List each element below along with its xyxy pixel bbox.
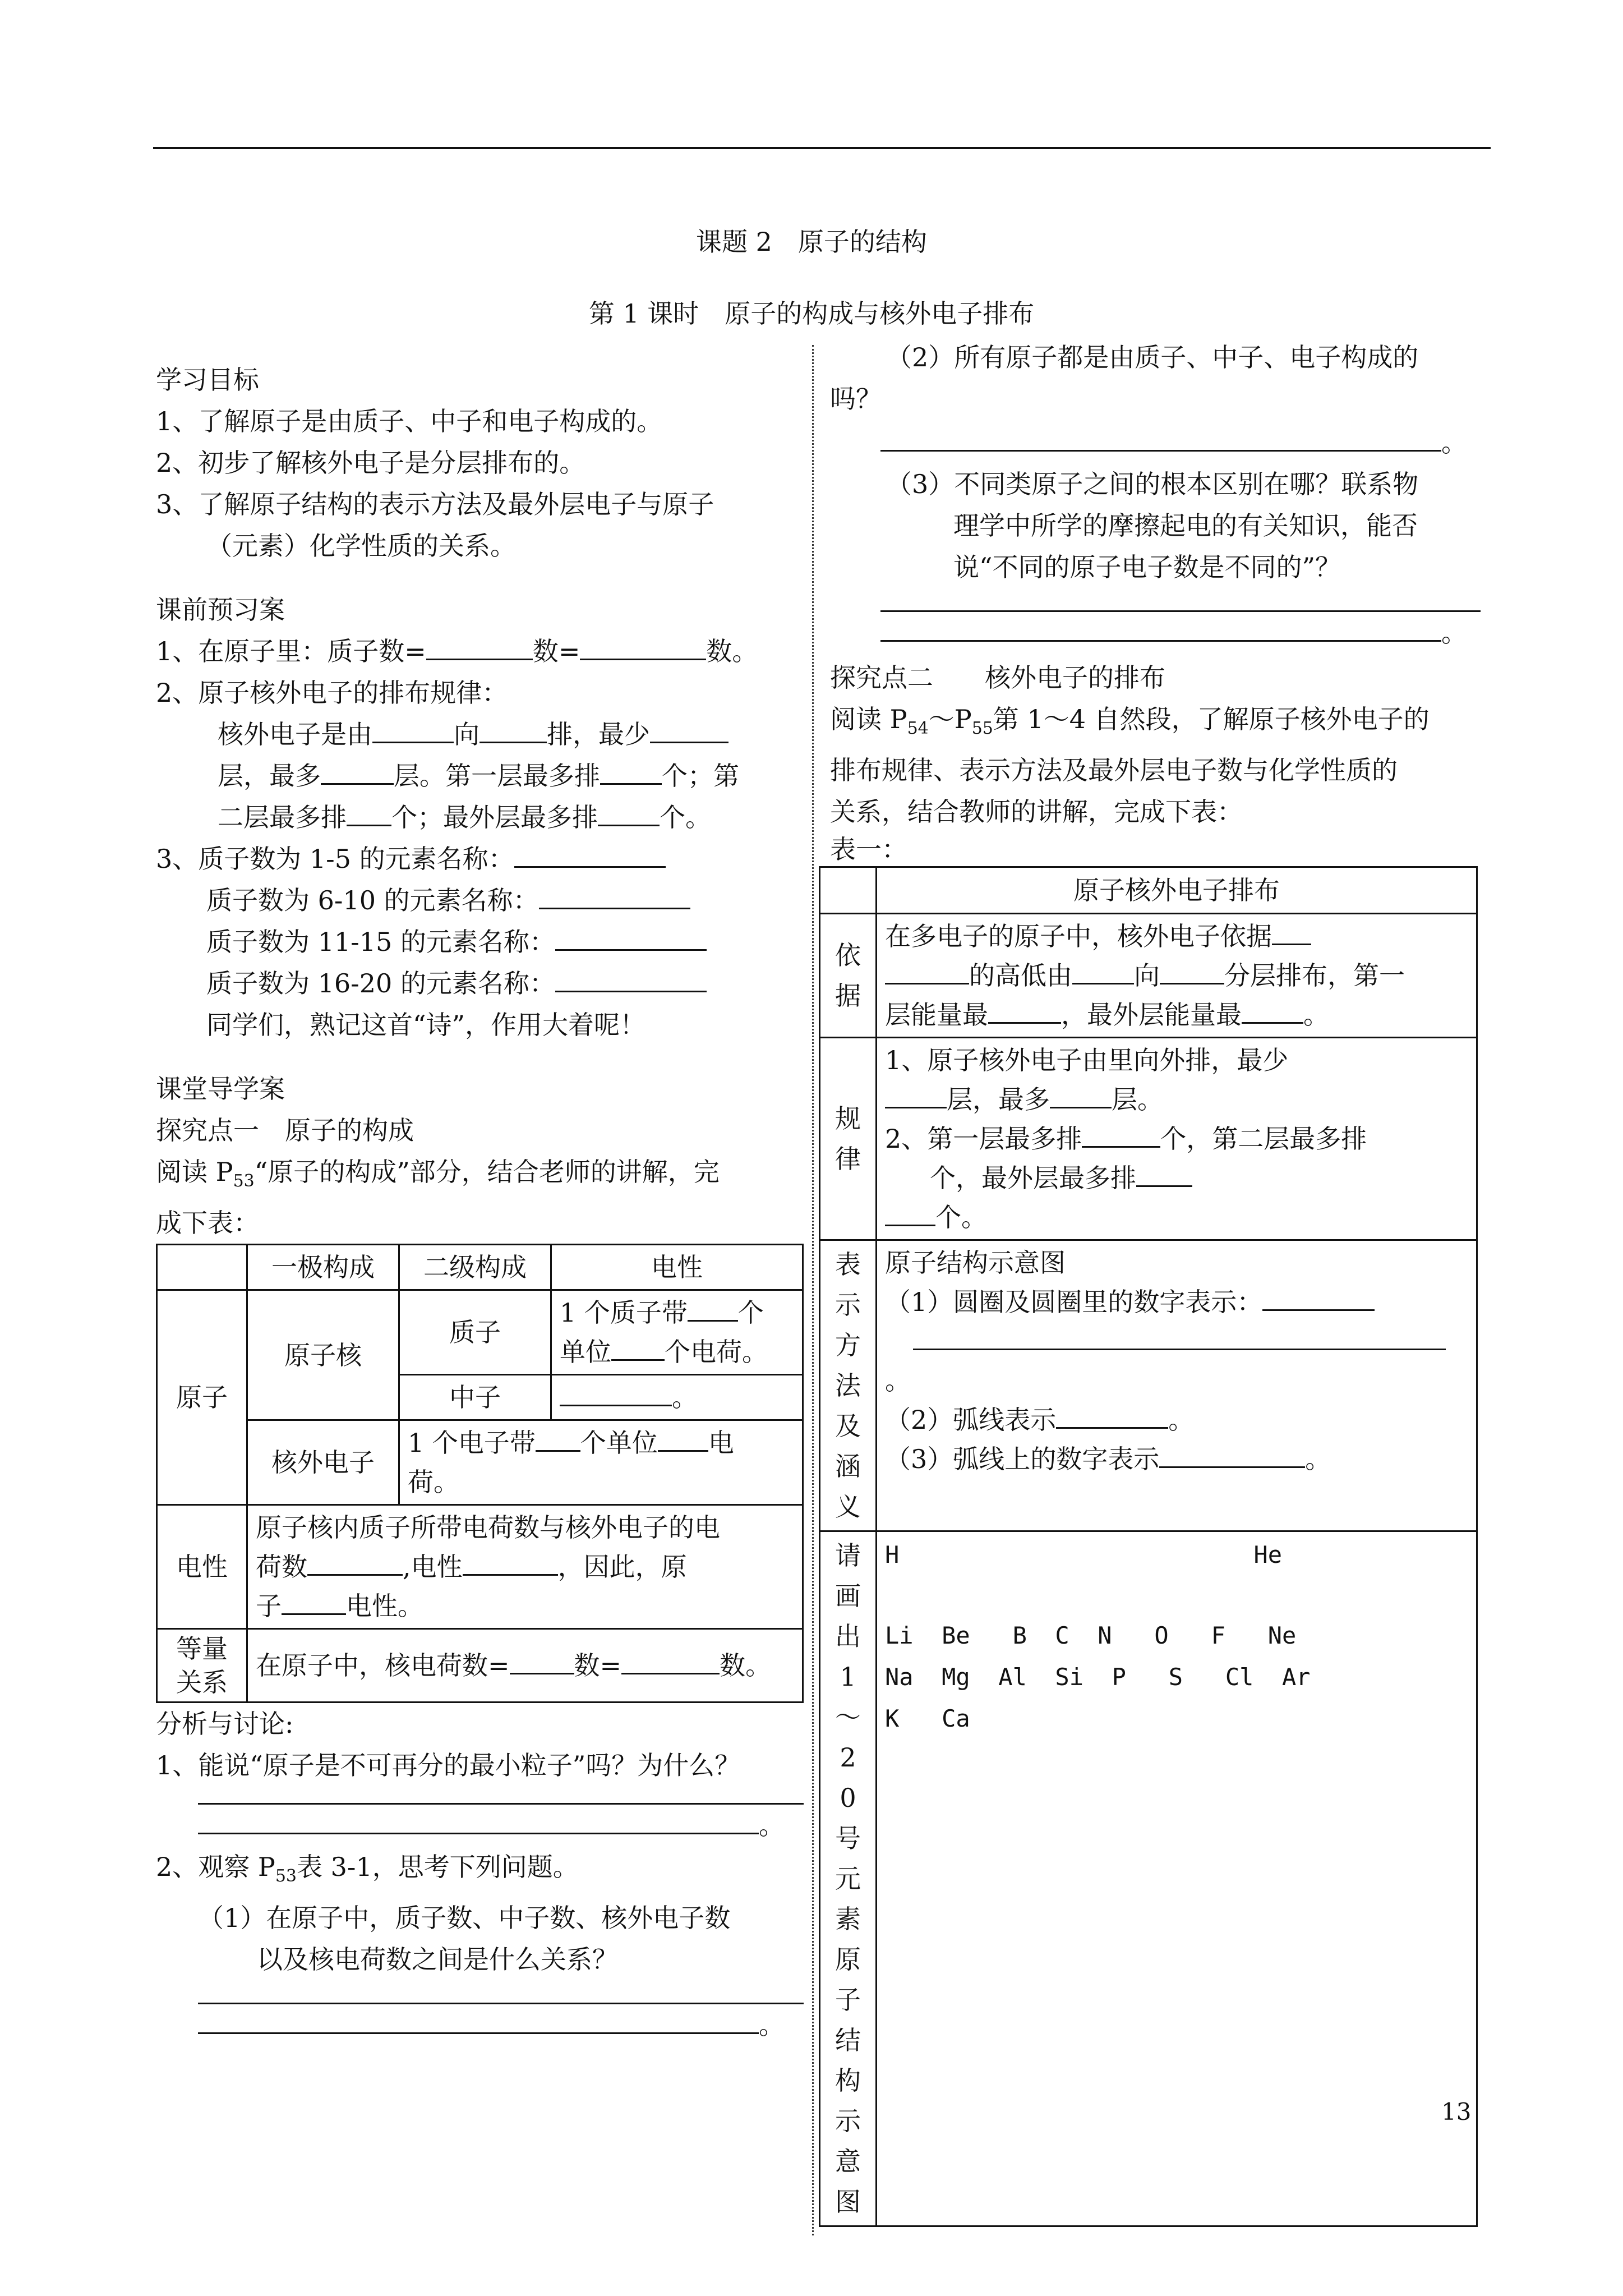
preview-heading: 课前预习案 [156,595,285,625]
t2-basis-label: 依据 [820,914,877,1038]
explore2-read: 阅读 $P_{54}\sim P_{55}$第 1～4 自然段，了解原子核外电子的 [830,704,1430,739]
blank[interactable] [650,716,728,743]
cell-equal-label: 等量 关系 [157,1629,247,1703]
element-row-4: K Ca [885,1705,970,1733]
atom-structure-table [156,1244,804,1703]
table-label: 表一： [830,834,907,865]
discussion-q2: 2、观察 $P_{53}$表 3-1，思考下列问题。 [156,1852,579,1887]
th-level2: 二级构成 [399,1245,551,1290]
cell-equal-desc: 在原子中，核电荷数= 数= 数。 [247,1629,803,1703]
t2-rule: 1、原子核外电子由里向外排，最少 层，最多 层。 2、第一层最多排 个，第二层最多排 个，最外层最多排 个。 [877,1038,1477,1240]
preview-q3-5: 同学们，熟记这首“诗”，作用大着呢！ [206,1010,646,1040]
preview-q3-4: 质子数为 16-20 的元素名称： [156,963,806,1004]
explore1-heading: 探究点一 原子的构成 [156,1115,414,1145]
blank[interactable] [600,757,662,785]
objectives-heading: 学习目标 [156,365,259,395]
objective-2: 2、初步了解核外电子是分层排布的。 [156,448,585,478]
cell-neutron: 中子 [399,1375,551,1420]
blank[interactable] [479,716,547,743]
cell-charge-label: 电性 [157,1505,247,1629]
right-column [830,337,1489,2227]
answer-line-end: 。 [156,2004,806,2046]
q2-2: （2）所有原子都是由质子、中子、电子构成的 [886,342,1419,372]
page-subtitle: 第 1 课时 原子的构成与核外电子排布 [588,298,1035,329]
blank[interactable] [598,799,660,826]
t2-rule-label: 规律 [820,1038,877,1240]
blank[interactable] [347,799,391,826]
explore2-heading: 探究点二 核外电子的排布 [830,662,1165,693]
explore2-read-cont1: 排布规律、表示方法及最外层电子数与化学性质的 [830,755,1398,786]
page-number: 13 [1441,2098,1472,2125]
cell-nucleus: 原子核 [247,1290,399,1420]
cell-charge-desc: 原子核内质子所带电荷数与核外电子的电 荷数 ,电性 ，因此，原 子 电性。 [247,1505,803,1629]
preview-q2-line1: 核外电子是由 向 排，最少 [156,714,806,755]
cell-neutron-charge: 。 [551,1375,803,1420]
explore1-read-cont: 成下表： [156,1208,259,1239]
objective-3-cont: （元素）化学性质的关系。 [206,531,516,561]
electron-arrangement-table [819,866,1478,2227]
discussion-heading: 分析与讨论: [156,1709,294,1740]
preview-q3-2: 质子数为 6-10 的元素名称： [156,880,806,921]
element-row-3: Na Mg Al Si P S Cl Ar [885,1663,1311,1691]
answer-line-end: 。 [830,422,1489,463]
objective-3: 3、了解原子结构的表示方法及最外层电子与原子 [156,489,714,519]
discussion-q2-1: （1）在原子中，质子数、中子数、核外电子数 [198,1903,731,1934]
t2-repr-label: 表示方法及涵义 [820,1240,877,1531]
discussion-q2-1-cont: 以及核电荷数之间是什么关系？ [257,1944,618,1975]
q2-3: （3）不同类原子之间的根本区别在哪？联系物 [886,469,1419,499]
class-heading: 课堂导学案 [156,1074,285,1104]
preview-q1: 1、在原子里：质子数= 数= 数。 [156,631,806,672]
blank[interactable] [539,882,690,909]
blank[interactable] [514,840,666,868]
blank[interactable] [555,923,707,951]
th-level1: 一极构成 [247,1245,399,1290]
answer-line-end: 。 [156,1805,806,1846]
preview-q2-line2: 层，最多 层。第一层最多排 个；第 [156,755,806,797]
preview-q3-1: 3、质子数为 1-5 的元素名称： [156,838,806,880]
t2-draw-area[interactable] [877,1531,1477,2226]
preview-q2-line3: 二层最多排 个；最外层最多排 个。 [156,797,806,838]
t2-header: 原子核外电子排布 [877,867,1477,914]
left-column [156,359,806,2046]
blank[interactable] [372,716,454,743]
preview-q3-3: 质子数为 11-15 的元素名称： [156,921,806,963]
cell-electron-charge: 1 个电子带 个单位 电 荷。 [399,1420,803,1505]
objective-1: 1、了解原子是由质子、中子和电子构成的。 [156,406,663,436]
cell-proton: 质子 [399,1290,551,1375]
t2-draw-label: 请画出1～20号元素原子结构示意图 [820,1531,877,2226]
element-row-1: H He [885,1541,1283,1569]
cell-electron: 核外电子 [247,1420,399,1505]
blank[interactable] [555,965,707,992]
preview-q2: 2、原子核外电子的排布规律： [156,678,508,708]
blank[interactable] [321,757,394,785]
q2-3-cont2: 说“不同的原子电子数是不同的”？ [953,552,1341,582]
element-row-2: Li Be B C N O F Ne [885,1622,1297,1650]
page-title: 课题 2 原子的结构 [696,227,927,257]
q2-3-cont1: 理学中所学的摩擦起电的有关知识，能否 [953,510,1418,541]
t2-repr: 原子结构示意图 （1）圆圈及圆圈里的数字表示： 。 （2）弧线表示 。 （3）弧线上的数字表示 。 [877,1240,1477,1531]
q2-2-cont: 吗？ [830,384,882,414]
header-rule [153,147,1491,149]
column-divider [812,345,814,2235]
explore1-read: 阅读 $P_{53}“$原子的构成”部分，结合老师的讲解，完 [156,1157,720,1191]
answer-line-end: 。 [830,612,1489,654]
cell-atom: 原子 [157,1290,247,1505]
blank[interactable] [426,633,533,660]
t2-basis: 在多电子的原子中，核外电子依据 的高低由 向 分层排布，第一 层能量最 ，最外层能量最 。 [877,914,1477,1038]
explore2-read-cont2: 关系，结合教师的讲解，完成下表： [830,797,1243,827]
discussion-q1: 1、能说“原子是不可再分的最小粒子”吗？为什么？ [156,1750,741,1781]
cell-proton-charge: 1 个质子带 个 单位 个电荷。 [551,1290,803,1375]
th-charge: 电性 [551,1245,803,1290]
blank[interactable] [580,633,706,660]
